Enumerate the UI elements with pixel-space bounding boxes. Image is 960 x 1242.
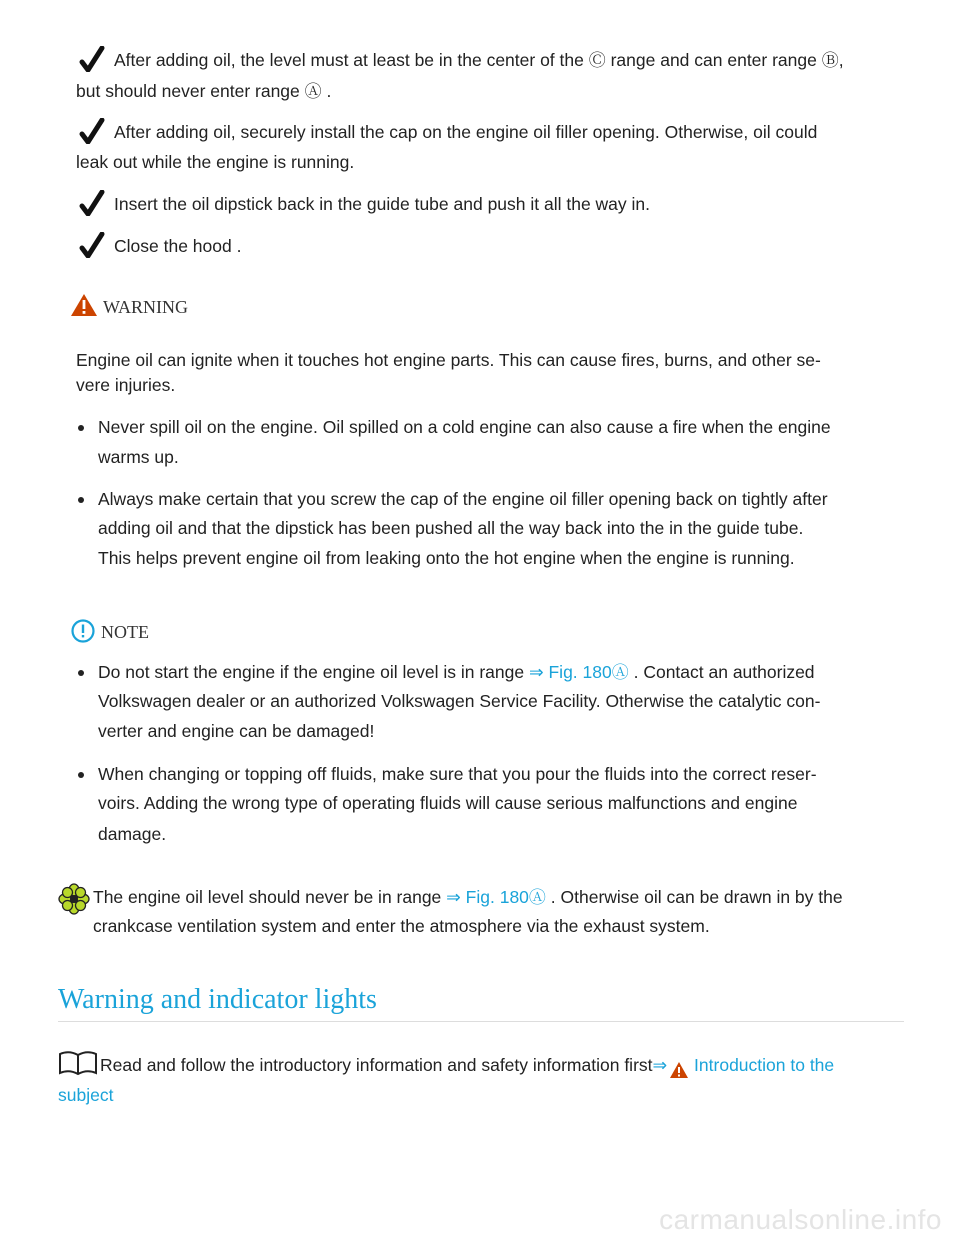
- book-icon: [58, 1050, 98, 1076]
- note-bullet-2: When changing or topping off fluids, make sure that you pour the fluids into the correct reser-: [98, 759, 898, 789]
- note-bullet-1-line2: Volkswagen dealer or an authorized Volkswagen Service Facility. Otherwise the catalytic con-: [98, 691, 821, 711]
- step-1: After adding oil, the level must at least be in the center of the Ⓒ range and can enter range Ⓑ,: [76, 45, 906, 76]
- checkmark-icon: [76, 46, 106, 72]
- introduction-link-arrow[interactable]: ⇒: [652, 1055, 668, 1075]
- checkmark-icon: [76, 232, 106, 258]
- env-note-line2: crankcase ventilation system and enter the atmosphere via the exhaust system.: [93, 916, 710, 936]
- environment-flower-icon: [58, 883, 90, 915]
- introduction-link-continued[interactable]: subject: [58, 1085, 114, 1105]
- warning-intro-line2: vere injuries.: [76, 375, 176, 395]
- step-2: After adding oil, securely install the cap on the engine oil filler opening. Otherwise, oil could: [76, 117, 906, 147]
- warning-bullet-2: Always make certain that you screw the cap of the engine oil filler opening back on tightly after: [98, 484, 898, 514]
- warning-bullet-2-line3: This helps prevent engine oil from leaking onto the hot engine when the engine is running.: [98, 548, 795, 568]
- checkmark-icon: [76, 190, 106, 216]
- warning-triangle-icon: [669, 1061, 689, 1079]
- checkmark-icon: [76, 118, 106, 144]
- introduction-link[interactable]: Introduction to the: [689, 1055, 835, 1075]
- section-intro-line1: Read and follow the introductory information and safety information first⇒ Introduction to the: [100, 1050, 930, 1080]
- fig-180-link[interactable]: ⇒ Fig. 180: [446, 887, 529, 907]
- warning-triangle-icon: [70, 293, 98, 317]
- note-label: NOTE: [101, 622, 149, 642]
- section-heading: Warning and indicator lights: [58, 984, 377, 1015]
- fig-180-link[interactable]: ⇒ Fig. 180: [528, 662, 612, 682]
- section-intro-line2: [58, 1080, 888, 1110]
- step-2-line2: leak out while the engine is running.: [76, 152, 355, 172]
- step-3: Insert the oil dipstick back in the guide tube and push it all the way in.: [76, 189, 906, 219]
- env-note-line1: The engine oil level should never be in range ⇒ Fig. 180Ⓐ . Otherwise oil can be drawn in by the: [93, 887, 843, 907]
- note-bullet-2-line2: voirs. Adding the wrong type of operating fluids will cause serious malfunctions and engine: [98, 793, 798, 813]
- warning-bullet-1-line2: warms up.: [98, 447, 179, 467]
- warning-bullet-1: Never spill oil on the engine. Oil spilled on a cold engine can also cause a fire when the engine: [98, 412, 898, 442]
- note-bullet-1-line3: verter and engine can be damaged!: [98, 721, 375, 741]
- note-info-icon: [71, 619, 95, 643]
- step-1-line2: but should never enter range Ⓐ .: [76, 81, 332, 101]
- step-4: Close the hood .: [76, 231, 906, 261]
- section-divider: [58, 1021, 904, 1022]
- note-bullet-1: Do not start the engine if the engine oil level is in range ⇒ Fig. 180Ⓐ . Contact an authorized: [98, 657, 898, 688]
- watermark: carmanualsonline.info: [659, 1204, 942, 1235]
- warning-bullet-2-line2: adding oil and that the dipstick has been pushed all the way back into the in the guide tube.: [98, 518, 804, 538]
- note-bullet-2-line3: damage.: [98, 824, 167, 844]
- warning-label: WARNING: [103, 297, 188, 317]
- warning-intro-line1: Engine oil can ignite when it touches hot engine parts. This can cause fires, burns, and other se-: [76, 350, 821, 370]
